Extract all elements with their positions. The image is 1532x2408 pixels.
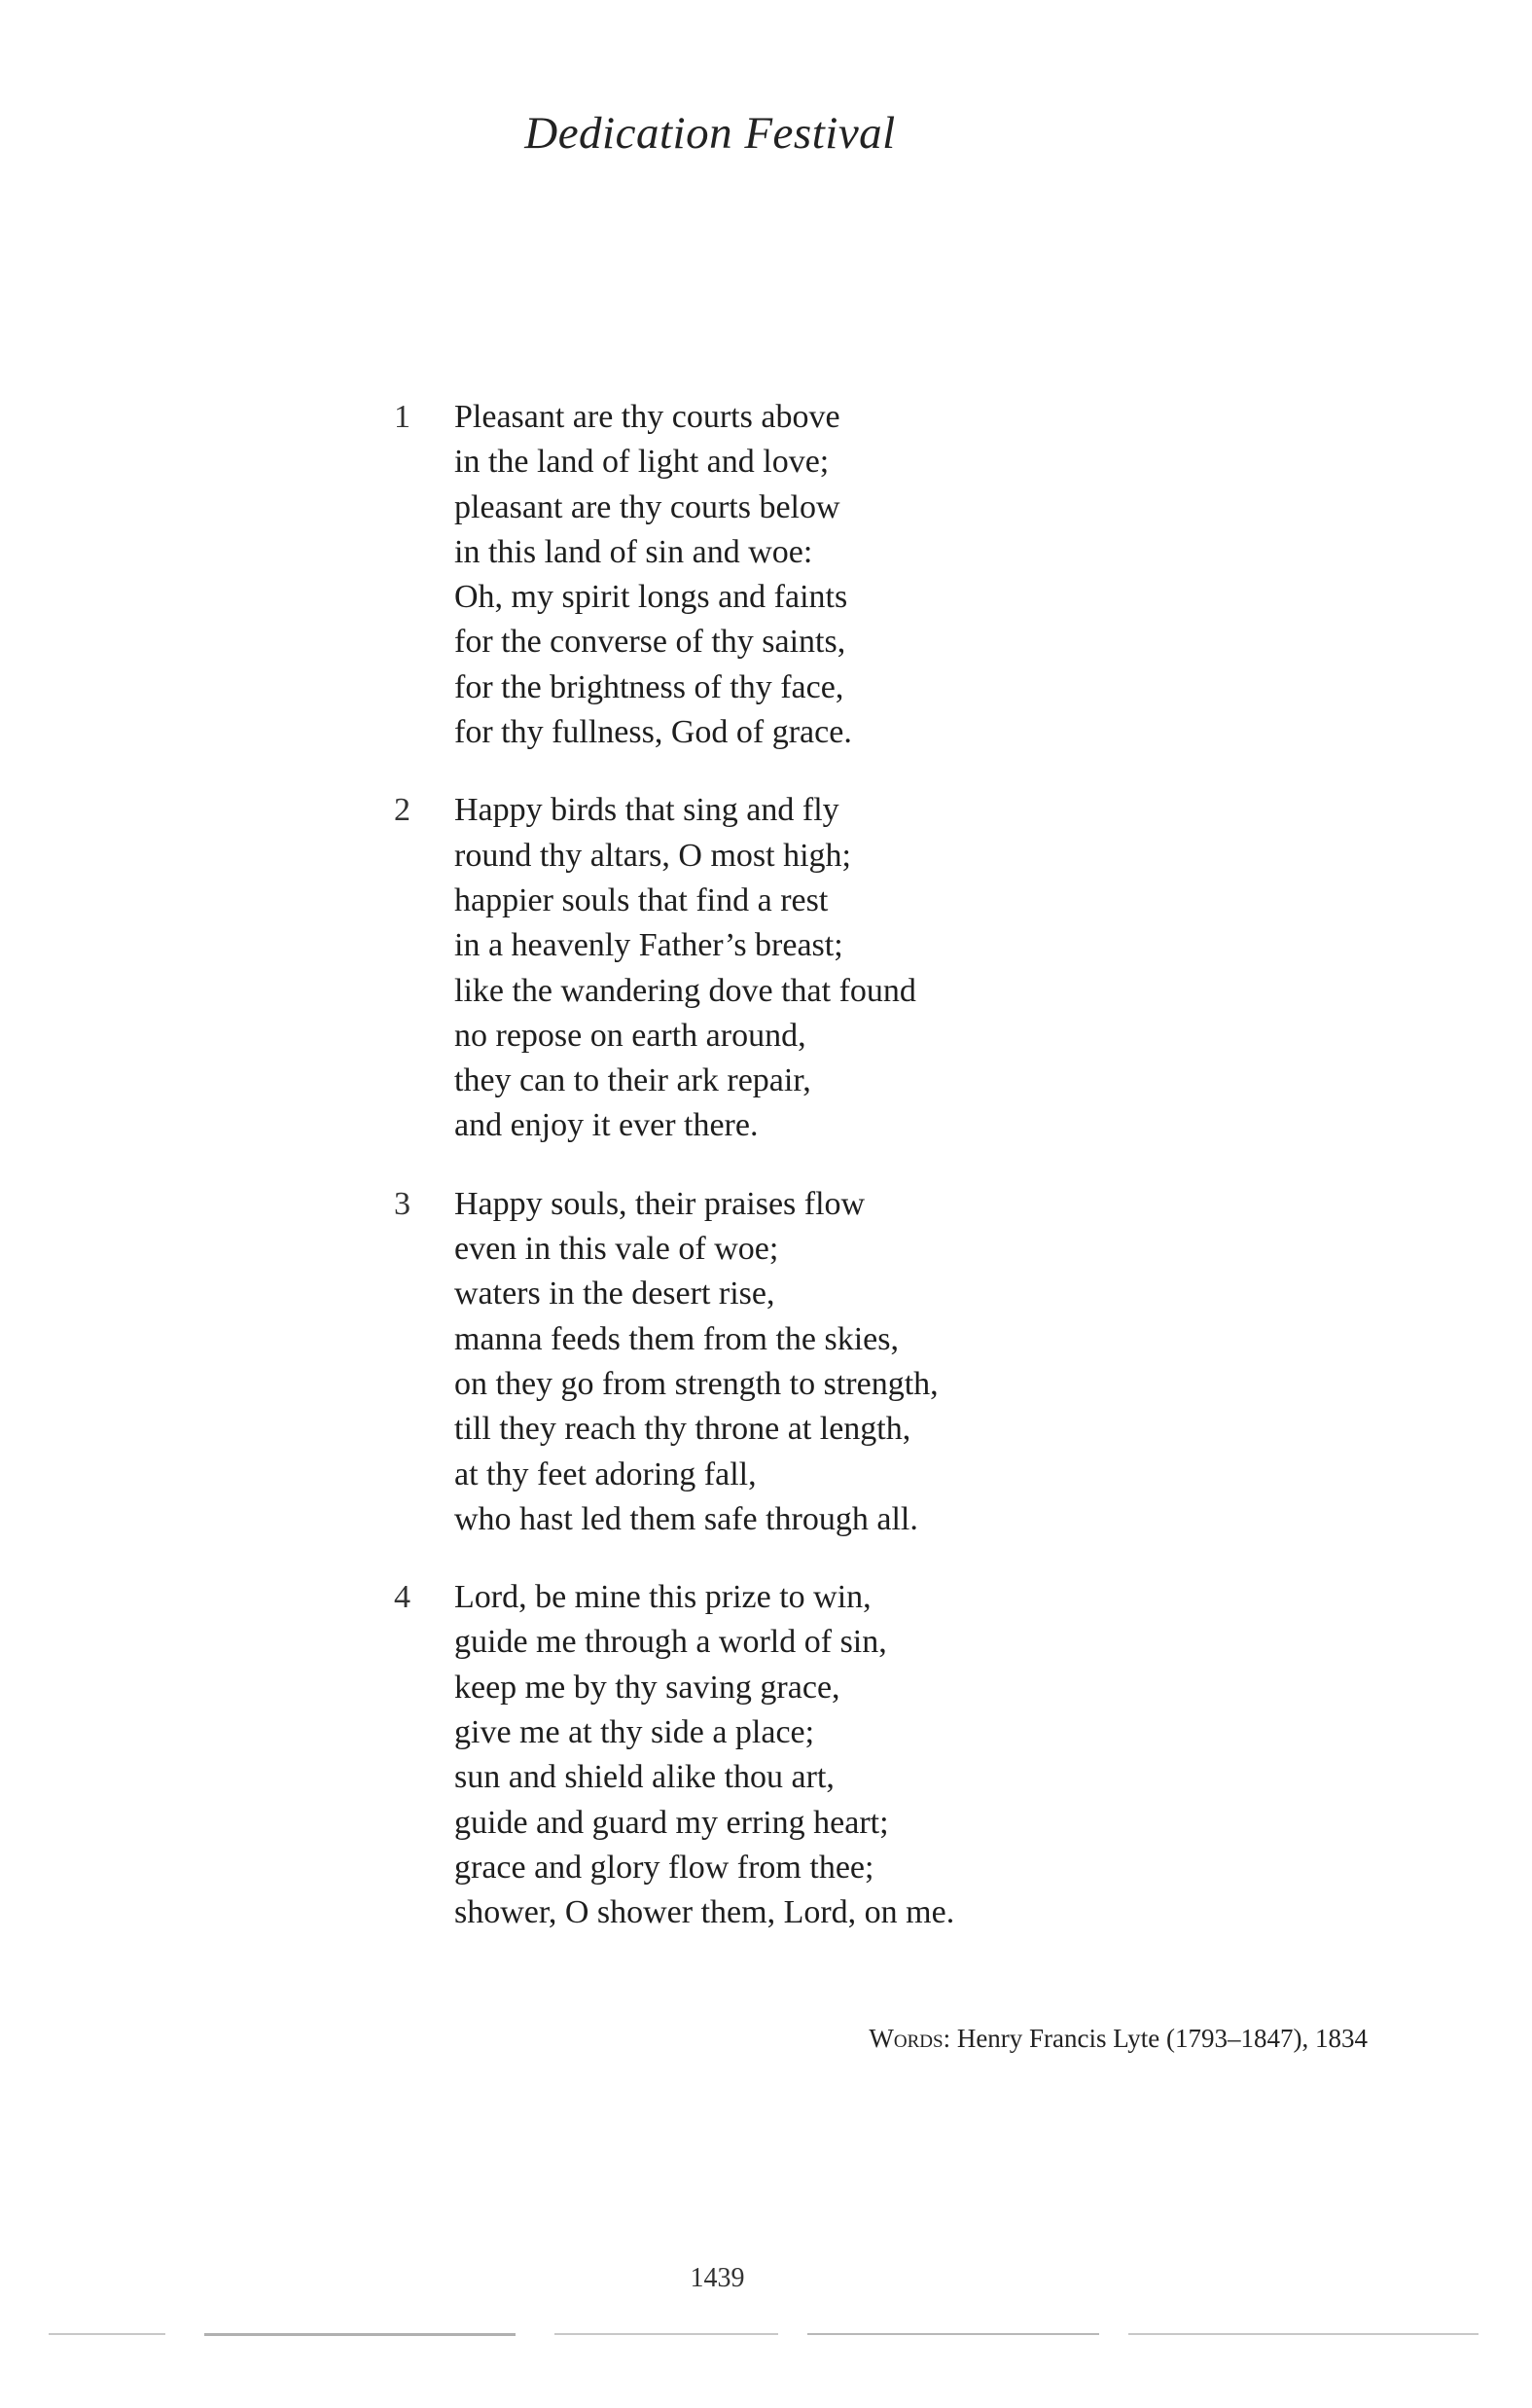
verse-line: grace and glory flow from thee; [454, 1849, 874, 1886]
hymn-title: Dedication Festival [524, 108, 896, 159]
verse-line: Happy souls, their praises flow [454, 1185, 866, 1222]
verse-line: and enjoy it ever there. [454, 1107, 759, 1144]
verse-line: even in this vale of woe; [454, 1231, 779, 1268]
verse-number: 1 [394, 399, 410, 435]
verse-number: 2 [394, 792, 410, 829]
verse-line: keep me by thy saving grace, [454, 1669, 840, 1706]
verse-2 [394, 788, 1075, 1148]
verse-line: till they reach thy throne at length, [454, 1411, 911, 1448]
verse-line: shower, O shower them, Lord, on me. [454, 1894, 955, 1931]
verse-line: for thy fullness, God of grace. [454, 714, 852, 751]
verse-number: 4 [394, 1579, 410, 1616]
verse-line: on they go from strength to strength, [454, 1365, 939, 1402]
verse-line: who hast led them safe through all. [454, 1500, 918, 1537]
verse-line: in the land of light and love; [454, 444, 830, 481]
verse-line: at thy feet adoring fall, [454, 1456, 757, 1492]
verse-line: no repose on earth around, [454, 1017, 806, 1054]
verse-1 [394, 395, 1075, 755]
verse-line: in a heavenly Father’s breast; [454, 927, 843, 964]
verse-line: Lord, be mine this prize to win, [454, 1579, 872, 1616]
verse-line: round thy altars, O most high; [454, 837, 851, 874]
hymn-text [394, 395, 1075, 1969]
bottom-rule-divider [807, 2333, 1099, 2335]
verse-line: in this land of sin and woe: [454, 533, 813, 570]
verse-line: Happy birds that sing and fly [454, 792, 839, 829]
verse-line: they can to their ark repair, [454, 1062, 811, 1099]
page-number: 1439 [690, 2263, 745, 2293]
verse-line: Pleasant are thy courts above [454, 399, 840, 435]
verse-line: for the brightness of thy face, [454, 668, 844, 705]
verse-line: for the converse of thy saints, [454, 624, 846, 661]
bottom-rule-divider [554, 2333, 778, 2335]
verse-line: sun and shield alike thou art, [454, 1759, 835, 1796]
bottom-rule-divider [204, 2333, 516, 2336]
verse-line: Oh, my spirit longs and faints [454, 579, 848, 616]
verse-3 [394, 1182, 1075, 1542]
verse-line: guide me through a world of sin, [454, 1624, 887, 1661]
verse-4 [394, 1575, 1075, 1935]
verse-lines [454, 1575, 1075, 1935]
verse-lines [454, 1182, 1075, 1542]
attribution-text: : Henry Francis Lyte (1793–1847), 1834 [943, 2024, 1368, 2053]
verse-line: manna feeds them from the skies, [454, 1320, 899, 1357]
bottom-rule-divider [1128, 2333, 1479, 2335]
verse-lines [454, 395, 1075, 755]
verse-line: like the wandering dove that found [454, 972, 916, 1009]
verse-number: 3 [394, 1185, 410, 1222]
verse-line: give me at thy side a place; [454, 1714, 815, 1751]
verse-line: pleasant are thy courts below [454, 488, 840, 525]
verse-lines [454, 788, 1075, 1148]
verse-line: waters in the desert rise, [454, 1276, 775, 1312]
bottom-rule-divider [49, 2333, 165, 2335]
verse-line: guide and guard my erring heart; [454, 1804, 889, 1841]
words-attribution [869, 2024, 1368, 2054]
attribution-label: Words [869, 2024, 944, 2053]
verse-line: happier souls that find a rest [454, 881, 829, 918]
